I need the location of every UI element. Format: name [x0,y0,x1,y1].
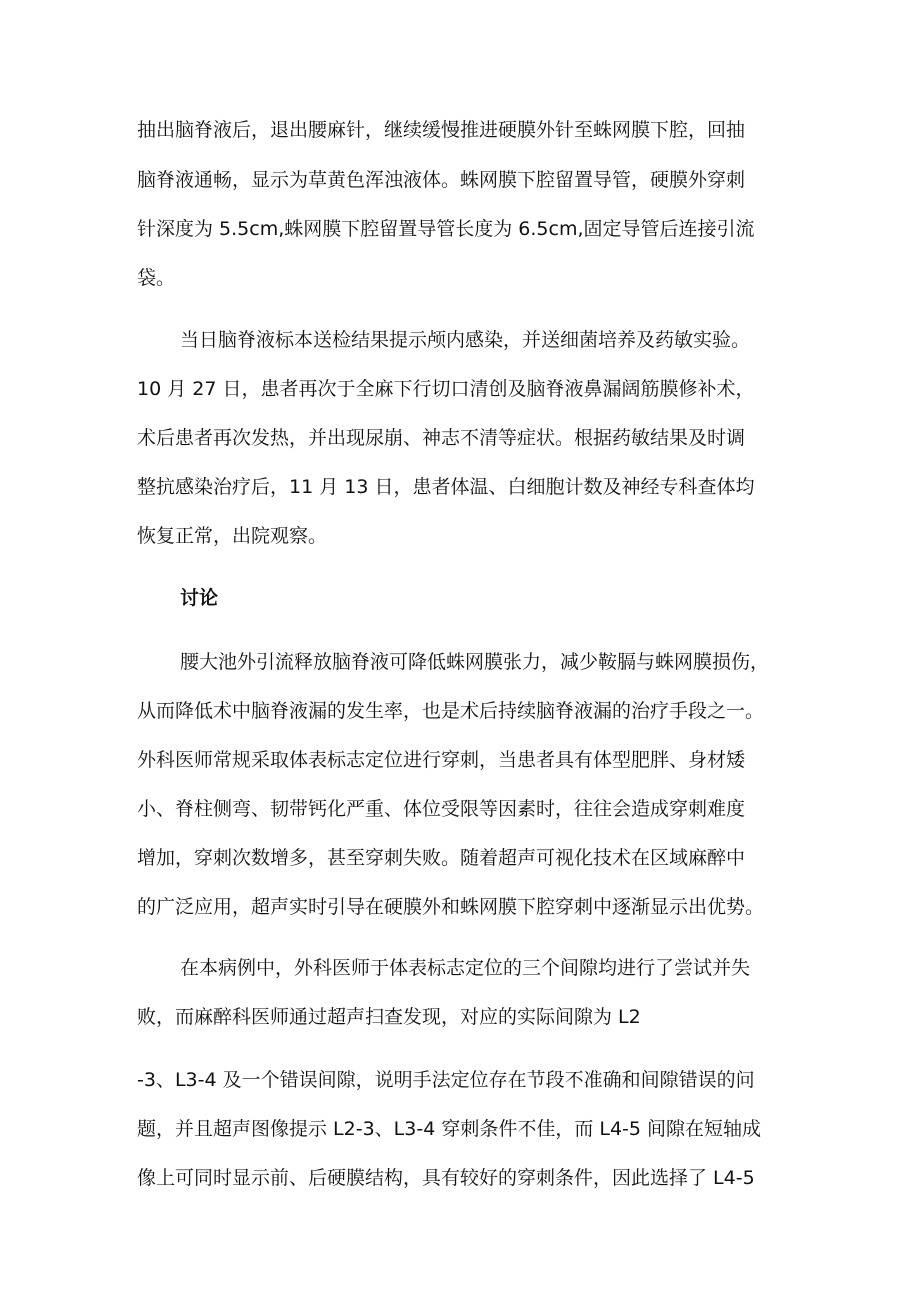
paragraph-4-line-1: 在本病例中，外科医师于体表标志定位的三个间隙均进行了尝试并失 [180,957,751,979]
paragraph-3-line-3: 外科医师常规采取体表标志定位进行穿刺，当患者具有体型肥胖、身材矮 [137,749,746,771]
paragraph-3-line-2: 从而降低术中脑脊液漏的发生率，也是术后持续脑脊液漏的治疗手段之一。 [137,700,765,722]
paragraph-4-line-2: 败，而麻醉科医师通过超声扫查发现，对应的实际间隙为 L2 [137,1006,641,1028]
paragraph-2-line-4: 整抗感染治疗后，11 月 13 日，患者体温、白细胞计数及神经专科查体均 [137,476,755,498]
paragraph-1-line-3: 针深度为 5.5cm,蛛网膜下腔留置导管长度为 6.5cm,固定导管后连接引流 [137,218,755,240]
paragraph-3-line-1: 腰大池外引流释放脑脊液可降低蛛网膜张力，减少鞍膈与蛛网膜损伤， [180,651,770,673]
paragraph-3-line-4: 小、脊柱侧弯、韧带钙化严重、体位受限等因素时，往往会造成穿刺难度 [137,798,746,820]
paragraph-2-line-1: 当日脑脊液标本送检结果提示颅内感染，并送细菌培养及药敏实验。 [180,329,751,351]
paragraph-3-line-5: 增加，穿刺次数增多，甚至穿刺失败。随着超声可视化技术在区域麻醉中 [137,847,746,869]
section-heading: 讨论 [180,587,219,609]
paragraph-2-line-3: 术后患者再次发热，并出现尿崩、神志不清等症状。根据药敏结果及时调 [137,427,746,449]
paragraph-1-line-1: 抽出脑脊液后，退出腰麻针，继续缓慢推进硬膜外针至蛛网膜下腔，回抽 [137,119,746,141]
paragraph-5-line-1: -3、L3-4 及一个错误间隙，说明手法定位存在节段不准确和间隙错误的问 [137,1069,755,1091]
paragraph-1-line-4: 袋。 [137,267,176,289]
paragraph-5-line-2: 题，并且超声图像提示 L2-3、L3-4 穿刺条件不佳，而 L4-5 间隙在短轴成 [137,1118,762,1140]
paragraph-5-line-3: 像上可同时显示前、后硬膜结构，具有较好的穿刺条件，因此选择了 L4-5 [137,1167,755,1189]
paragraph-2-line-5: 恢复正常，出院观察。 [137,525,328,547]
paragraph-1-line-2: 脑脊液通畅，显示为草黄色浑浊液体。蛛网膜下腔留置导管，硬膜外穿刺 [137,169,746,191]
paragraph-2-line-2: 10 月 27 日，患者再次于全麻下行切口清创及脑脊液鼻漏阔筋膜修补术， [137,378,755,400]
paragraph-3-line-6: 的广泛应用，超声实时引导在硬膜外和蛛网膜下腔穿刺中逐渐显示出优势。 [137,896,765,918]
